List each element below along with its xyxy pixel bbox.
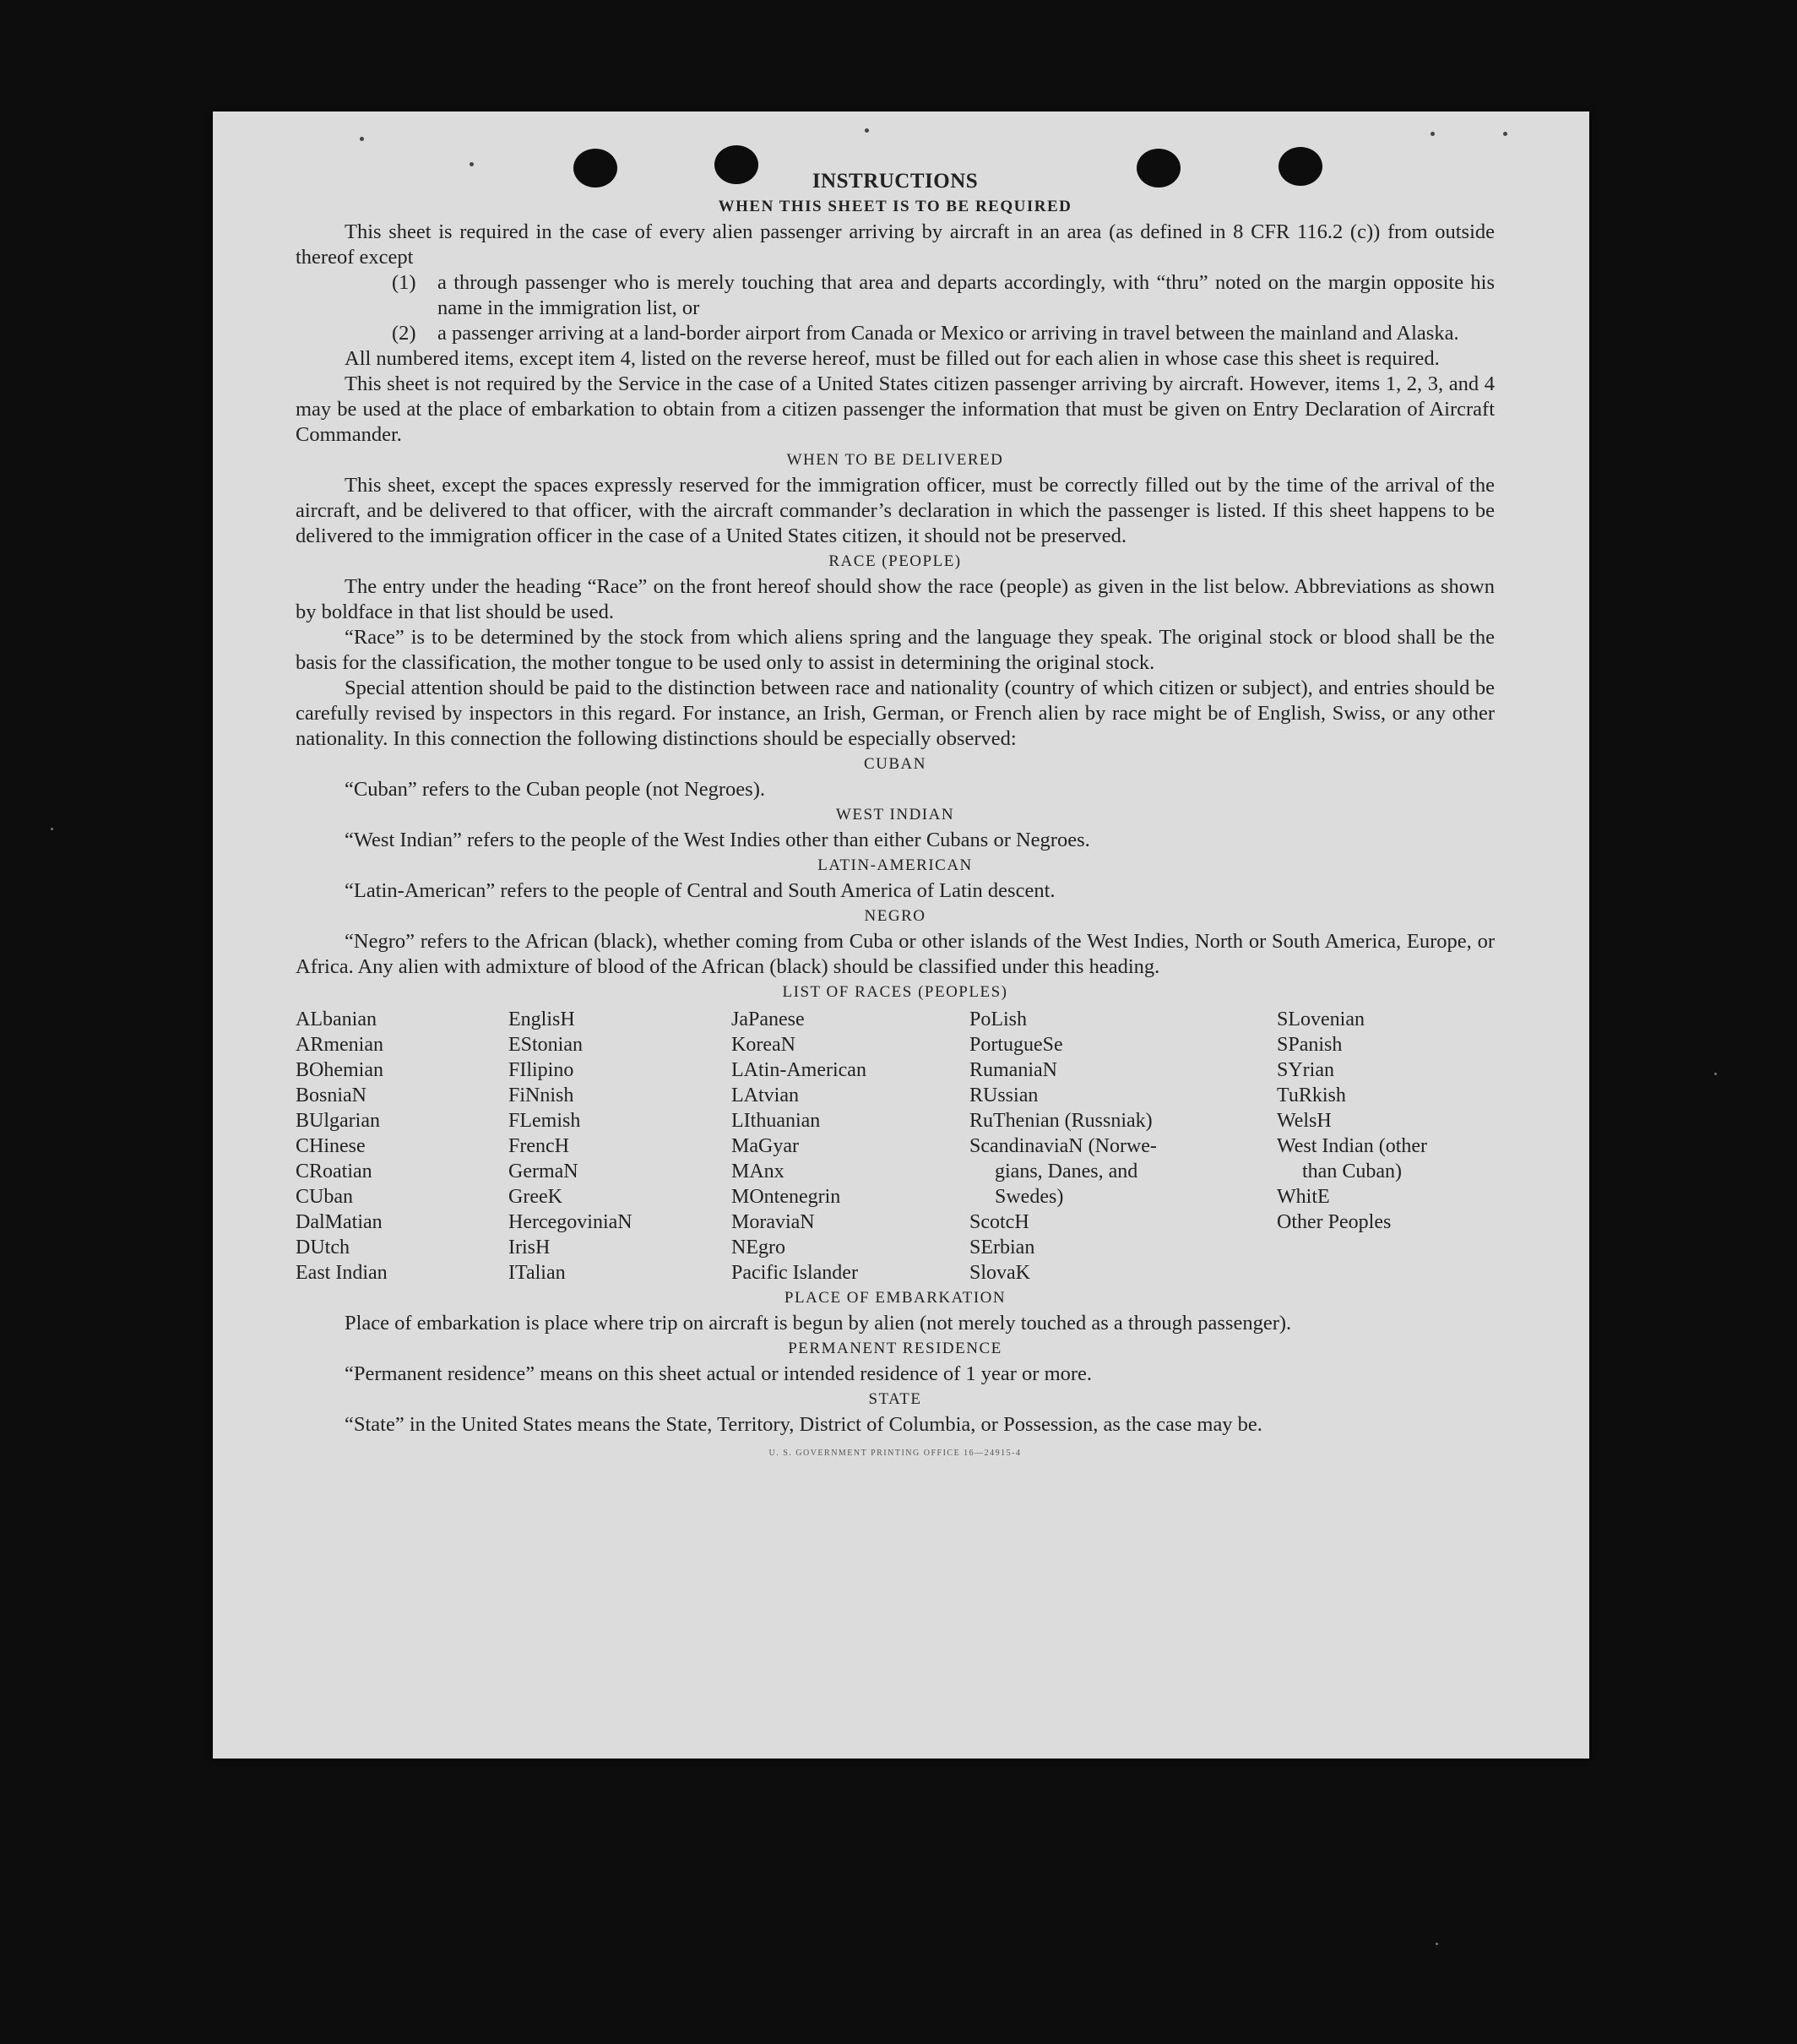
required-intro: This sheet is required in the case of every alien passenger arriving by aircraft in an area (as defined in 8 CFR 116.2 (c)) from outside thereof except <box>296 220 1495 269</box>
race-entry: LIthuanian <box>731 1110 821 1132</box>
state-text: “State” in the United States means the State, Territory, District of Columbia, or Possession, as the case may be. <box>345 1413 1262 1436</box>
race-entry: FrencH <box>508 1135 569 1157</box>
race-entry: Pacific Islander <box>731 1262 858 1284</box>
race-entry: BUlgarian <box>296 1110 380 1132</box>
item-text: a through passenger who is merely touching that area and departs accordingly, with “thru” noted on the margin opposite his name in the immigration list, or <box>437 271 1495 319</box>
heading-list-of-races: LIST OF RACES (PEOPLES) <box>782 983 1008 1001</box>
required-paragraph-3: This sheet is not required by the Service in the case of a United States citizen passenger arriving by aircraft. However, items 1, 2, 3, and 4 may be used at the place of embarkation to obtain from a citizen passenger the information that must be given on Entry Declaration of Aircraft Commander. <box>296 372 1495 446</box>
race-entry: NEgro <box>731 1237 785 1258</box>
speck <box>1714 1073 1717 1075</box>
race-entry: ITalian <box>508 1262 566 1284</box>
race-entry: Other Peoples <box>1277 1211 1392 1233</box>
heading-delivered: WHEN TO BE DELIVERED <box>786 451 1004 469</box>
negro-text: “Negro” refers to the African (black), whether coming from Cuba or other islands of the West Indies, North or South America, Europe, or Africa. Any alien with admixture of blood of the African (black) should be classified under this heading. <box>296 930 1495 978</box>
race-entry: EStonian <box>508 1034 583 1056</box>
race-entry: BOhemian <box>296 1059 383 1081</box>
race-entry: MOntenegrin <box>731 1186 841 1208</box>
races-column-2 <box>508 1007 731 1286</box>
race-entry: WelsH <box>1277 1110 1332 1132</box>
race-entry: FiNnish <box>508 1085 574 1106</box>
race-entry: LAtin-American <box>731 1059 866 1081</box>
speck <box>360 137 364 141</box>
race-entry: GreeK <box>508 1186 562 1208</box>
heading-cuban: CUBAN <box>863 755 926 773</box>
heading-required: WHEN THIS SHEET IS TO BE REQUIRED <box>718 198 1072 215</box>
race-entry: IrisH <box>508 1237 551 1258</box>
race-entry: RUssian <box>969 1085 1039 1106</box>
residence-text: “Permanent residence” means on this sheet actual or intended residence of 1 year or more. <box>345 1362 1093 1385</box>
heading-west-indian: WEST INDIAN <box>835 806 955 824</box>
document-sheet <box>213 111 1589 1759</box>
race-entry: ScandinaviaN (Norwe- <box>969 1135 1157 1157</box>
race-entry: PoLish <box>969 1008 1028 1030</box>
races-column-5 <box>1277 1007 1495 1286</box>
race-paragraph-3: Special attention should be paid to the distinction between race and nationality (country of which citizen or subject), and entries should be carefully revised by inspectors in this regard. For instance, an Irish, German, or French alien by race might be of English, Swiss, or any other nationality. In this connection the following distinctions should be especially observed: <box>296 677 1495 750</box>
race-entry: MaGyar <box>731 1135 799 1157</box>
race-entry: Swedes) <box>995 1186 1064 1208</box>
printing-office-imprint: U. S. GOVERNMENT PRINTING OFFICE 16—24915-4 <box>768 1449 1022 1458</box>
race-entry: PortugueSe <box>969 1034 1063 1056</box>
heading-state: STATE <box>868 1390 922 1408</box>
race-entry: WhitE <box>1277 1186 1330 1208</box>
races-column-3 <box>731 1007 969 1286</box>
race-entry: SPanish <box>1277 1034 1343 1056</box>
race-entry: JaPanese <box>731 1008 805 1030</box>
race-entry: GermaN <box>508 1161 578 1182</box>
race-entry: CRoatian <box>296 1161 372 1182</box>
cuban-text: “Cuban” refers to the Cuban people (not Negroes). <box>345 778 765 801</box>
race-entry: ALbanian <box>296 1008 377 1030</box>
heading-residence: PERMANENT RESIDENCE <box>788 1340 1002 1357</box>
embarkation-text: Place of embarkation is place where trip on aircraft is begun by alien (not merely touched as a through passenger). <box>345 1312 1292 1335</box>
exception-item-1 <box>392 270 1495 321</box>
race-entry: RuThenian (Russniak) <box>969 1110 1153 1132</box>
race-entry: West Indian (other <box>1277 1135 1428 1157</box>
race-entry: TuRkish <box>1277 1085 1346 1106</box>
exception-item-2 <box>392 321 1495 346</box>
heading-negro: NEGRO <box>864 907 926 925</box>
latin-american-text: “Latin-American” refers to the people of Central and South America of Latin descent. <box>345 879 1056 902</box>
race-entry: KoreaN <box>731 1034 795 1056</box>
race-entry: CHinese <box>296 1135 366 1157</box>
heading-latin-american: LATIN-AMERICAN <box>817 856 973 874</box>
speck <box>51 828 53 830</box>
race-entry: CUban <box>296 1186 353 1208</box>
race-entry: LAtvian <box>731 1085 799 1106</box>
race-entry: MoraviaN <box>731 1211 815 1233</box>
page-title: INSTRUCTIONS <box>812 170 979 193</box>
race-entry: RumaniaN <box>969 1059 1057 1081</box>
race-entry: MAnx <box>731 1161 784 1182</box>
race-entry: ScotcH <box>969 1211 1029 1233</box>
race-entry: gians, Danes, and <box>995 1161 1138 1182</box>
race-entry: East Indian <box>296 1262 388 1284</box>
item-number: (2) <box>392 322 416 345</box>
race-entry: HercegoviniaN <box>508 1211 632 1233</box>
speck <box>1431 132 1435 136</box>
race-entry: FLemish <box>508 1110 581 1132</box>
race-entry: EnglisH <box>508 1008 575 1030</box>
race-entry: BosniaN <box>296 1085 366 1106</box>
speck <box>1436 1943 1438 1945</box>
race-entry: SYrian <box>1277 1059 1334 1081</box>
instructions-content <box>296 166 1495 1466</box>
races-column-4 <box>969 1007 1277 1286</box>
race-paragraph-2: “Race” is to be determined by the stock from which aliens spring and the language they speak. The original stock or blood shall be the basis for the classification, the mother tongue to be used only to assist in determining the original stock. <box>296 626 1495 674</box>
race-entry: SlovaK <box>969 1262 1030 1284</box>
races-column-1 <box>296 1007 508 1286</box>
race-paragraph-1: The entry under the heading “Race” on the front hereof should show the race (people) as given in the list below. Abbreviations as shown by boldface in that list should be used. <box>296 575 1495 623</box>
race-entry: DalMatian <box>296 1211 383 1233</box>
race-entry: SErbian <box>969 1237 1035 1258</box>
races-list <box>296 1007 1495 1286</box>
race-entry: ARmenian <box>296 1034 383 1056</box>
race-entry: FIlipino <box>508 1059 574 1081</box>
race-entry: than Cuban) <box>1302 1161 1402 1182</box>
delivered-text: This sheet, except the spaces expressly reserved for the immigration officer, must be correctly filled out by the time of the arrival of the aircraft, and be delivered to that officer, with the aircraft commander’s declaration in which the passenger is listed. If this sheet happens to be delivered to the immigration officer in the case of a United States citizen, it should not be preserved. <box>296 474 1495 547</box>
required-paragraph-2: All numbered items, except item 4, listed on the reverse hereof, must be filled out for each alien in whose case this sheet is required. <box>345 347 1440 370</box>
heading-race: RACE (PEOPLE) <box>828 552 962 570</box>
speck <box>1503 132 1507 136</box>
item-text: a passenger arriving at a land-border airport from Canada or Mexico or arriving in travel between the mainland and Alaska. <box>437 322 1459 345</box>
west-indian-text: “West Indian” refers to the people of the West Indies other than either Cubans or Negroes. <box>345 829 1090 851</box>
item-number: (1) <box>392 271 416 294</box>
race-entry: SLovenian <box>1277 1008 1365 1030</box>
heading-embarkation: PLACE OF EMBARKATION <box>784 1289 1007 1307</box>
speck <box>865 128 869 133</box>
race-entry: DUtch <box>296 1237 350 1258</box>
